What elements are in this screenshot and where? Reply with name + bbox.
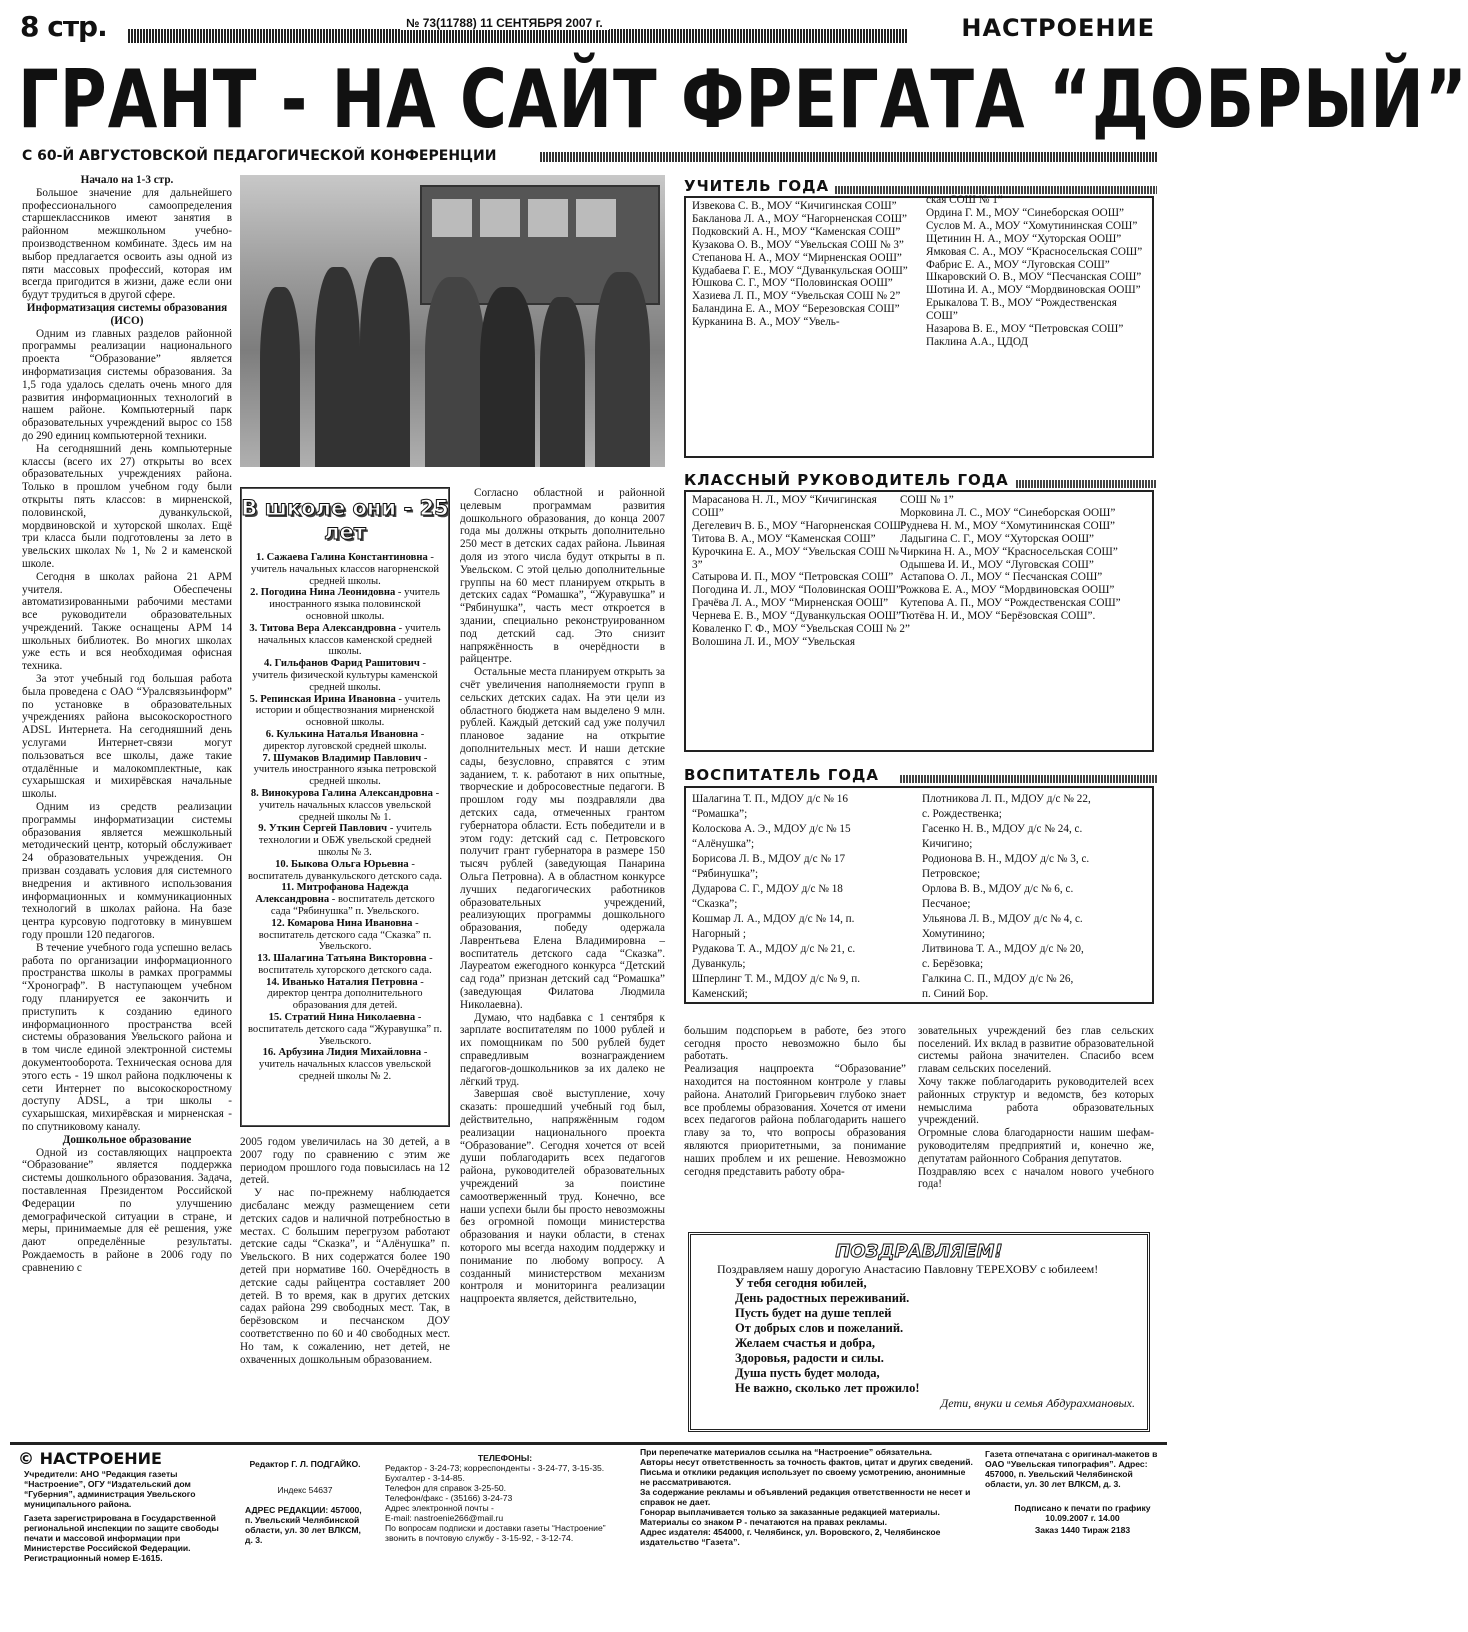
footer-print: Газета отпечатана с оригинал-макетов в ОАО “Увельская типография”. Адрес: 457000, п. Увельский Челябинской области, ул. 30 лет ВЛКСМ, д. 3. bbox=[985, 1449, 1158, 1489]
issue-info: № 73(11788) 11 СЕНТЯБРЯ 2007 г. bbox=[400, 16, 609, 30]
list-entry: “Рябинушка”; bbox=[692, 868, 759, 880]
list-entry: Орлова В. В., МДОУ д/с № 6, с. bbox=[922, 883, 1074, 895]
school-item bbox=[247, 1047, 443, 1082]
list-entry: Шперлинг Т. М., МДОУ д/с № 9, п. bbox=[692, 973, 861, 985]
list-entry: “Алёнушка”; bbox=[692, 838, 755, 850]
item-desc: - воспитатель хуторского детского сада. bbox=[258, 953, 433, 976]
poem-line: Здоровья, радости и силы. bbox=[735, 1351, 884, 1365]
school-item bbox=[247, 882, 443, 917]
list-entry: Юшкова С. Г., МОУ “Половинская ООШ” bbox=[692, 277, 893, 290]
footer-brand: © НАСТРОЕНИЕ bbox=[18, 1449, 162, 1468]
item-name: 11. Митрофанова Надежда Александровна bbox=[255, 882, 409, 906]
school-item bbox=[247, 729, 443, 753]
item-name: 3. Титова Вера Александровна bbox=[249, 622, 397, 634]
list-entry: Ульянова Л. В., МДОУ д/с № 4, с. bbox=[922, 913, 1083, 925]
school-item bbox=[247, 918, 443, 953]
list-entry: Хомутинино; bbox=[922, 928, 985, 940]
congrats-title: ПОЗДРАВЛЯЕМ! bbox=[835, 1241, 1003, 1262]
list-entry: Петровское; bbox=[922, 868, 981, 880]
list-entry: Шкаровский О. В., МОУ “Песчанская СОШ” bbox=[926, 271, 1142, 284]
section-heading: Информатизация системы образования (ИСО) bbox=[26, 301, 228, 327]
item-name: 6. Кулькина Наталья Ивановна bbox=[265, 728, 419, 740]
phone-line: Телефон/факс - (35166) 3-24-73 bbox=[385, 1493, 513, 1503]
list-entry: Волошина Л. И., МОУ “Увельская bbox=[692, 635, 856, 648]
item-name: 8. Винокурова Галина Александровна bbox=[250, 787, 433, 799]
list-entry: Ерыкалова Т. В., МОУ “Рождественская СОШ” bbox=[926, 297, 1117, 323]
list-entry: Нагорный ; bbox=[692, 928, 746, 940]
item-name: 9. Уткин Сергей Павлович bbox=[258, 823, 388, 835]
item-desc: - директор центра дополнительного образования для детей. bbox=[267, 976, 424, 1012]
list-entry: Дегелевич В. Б., МОУ “Нагорненская СОШ” bbox=[692, 519, 906, 532]
section-rule bbox=[900, 775, 1157, 783]
note-line: За содержание рекламы и объявлений редакция ответственности не несет и справок не дает. bbox=[640, 1487, 971, 1507]
list-entry: Грачёва Л. А., МОУ “Мирненская ООШ” bbox=[692, 597, 889, 610]
list-entry: Астапова О. Л., МОУ “ Песчанская СОШ” bbox=[900, 571, 1103, 584]
note-line: Авторы несут ответственность за точность фактов, цитат и других сведений. bbox=[640, 1457, 973, 1467]
section-heading: Дошкольное образование bbox=[62, 1133, 192, 1146]
article-column-3 bbox=[460, 487, 665, 1437]
item-desc: - воспитатель детского сада “Сказка” п. Увельского. bbox=[258, 917, 432, 953]
list-entry: Рожкова Е. А., МОУ “Мордвиновская ООШ” bbox=[900, 584, 1115, 597]
list-entry: п. Синий Бор. bbox=[922, 988, 989, 1000]
paragraph: Завершая своё выступление, хочу сказать: прошедший учебный год был, действительно, напряжённым годом реализации национального проекта “Образование”. Сегодня хочется от всей души поблагодарить всех педагогов района, руководителей образовательных учреждений за поистине самоотверженный труд. Конечно, все наши успехи были бы просто невозможны без огромной помощи министерства образования и науки области, в стенах которого мы всегда находим поддержку и понимание по любому вопросу. А созданный министерством механизм контроля и мониторинга реализации нацпроекта является, действительно, bbox=[460, 1088, 665, 1306]
paragraph: Большое значение для дальнейшего профессионального самоопределения старшеклассников имеют занятия в районном межшкольном учебно-производственном комбинате. Здесь им на выбор предлагается освоить азы одной из пяти массовых профессий, которая им всегда пригодится в жизни, даже если они будут трудиться в другой сфере. bbox=[22, 186, 232, 302]
list-entry: “Ромашка”; bbox=[692, 808, 748, 820]
list-entry: Кузакова О. В., МОУ “Увельская СОШ № 3” bbox=[692, 238, 904, 251]
article-column-4 bbox=[684, 1012, 906, 1227]
item-desc: - учитель начальных классов нагорненской средней школы. bbox=[250, 552, 440, 587]
list-entry: Песчаное; bbox=[922, 898, 971, 910]
footer-signed: Подписано к печати по графику 10.09.2007 г. 14.00 bbox=[1014, 1503, 1151, 1523]
item-name: 14. Иванько Наталия Петровна bbox=[266, 976, 418, 988]
school-item bbox=[247, 623, 443, 658]
box-title: В школе они - 25 лет bbox=[241, 496, 449, 544]
list-entry: Руднева Н. М., МОУ “Хомутининская СОШ” bbox=[900, 519, 1115, 532]
list-entry: Галкина С. П., МДОУ д/с № 26, bbox=[922, 973, 1074, 985]
article-column-5 bbox=[918, 1012, 1154, 1227]
paragraph: Остальные места планируем открыть за счёт увеличения наполняемости групп в сельских детских садах. На эти цели из областного бюджета нам выделено 9 млн. рублей. Каждый детский сад уже получил плановое задание на открытие дополнительных мест. И наши детские сады, безусловно, справятся с этим заданием, т. к. работают в них опытные, творческие и добросовестные педагоги. В прошлом году мы поздравляли два детских сада, отмеченных грантом губернатора области. Есть победители и в этом году: детский сад с. Петровского получит грант губернатора в размере 150 тысяч рублей (заведующая Панарина Ольга Петровна). А в областном конкурсе лучших педагогических работников образовательных учреждений, реализующих программы дошкольного образования, победу одержала Лаврентьева Елена Владимировна – воспитатель детского сада “Сказка”. Лауреатом ежегодного конкурса “Детский сад года” признан детский сад “Ромашка” (заведующая Филатова Людмила Николаевна). bbox=[460, 666, 665, 1011]
phone-line: E-mail: nastroenie266@mail.ru bbox=[385, 1513, 504, 1523]
congratulations-box bbox=[688, 1232, 1150, 1432]
item-name: 2. Погодина Нина Леонидовна bbox=[250, 587, 396, 599]
school-item bbox=[247, 753, 443, 788]
list-entry: Тютёва Н. И., МОУ “Берёзовская СОШ”. bbox=[900, 610, 1096, 623]
paragraph: У нас по-прежнему наблюдается дисбаланс между размещением сети детских садов и наличной потребностью в местах. С большим перегрузом работают детские сады “Сказка”, и “Алёнушка” п. Увельского. В них содержатся более 190 детей при нормативе 160. Очерёдность в детские сады райцентра составляет 200 детей. В то время, как в других детских садах района 299 свободных мест. Так, в берёзовском и песчанском ДОУ соответственно по 60 и 40 свободных мест. Но там, к сожалению, нет детей, не охваченных дошкольным образованием. bbox=[240, 1187, 450, 1366]
list-entry: Погодина И. Л., МОУ “Половинская ООШ” bbox=[692, 584, 901, 597]
item-name: 1. Сажаева Галина Константиновна bbox=[256, 552, 428, 563]
paragraph: Одним из главных разделов районной программы реализации национального проекта “Образование” является информатизация системы образования. За 1,5 года удалось сделать очень много для развития информационных технологий в нашем районе. Компьютерный парк образовательных учреждений вырос со 158 до 290 единиц компьютерной техники. bbox=[22, 327, 232, 442]
item-desc: - учитель начальных классов увельской средней школы № 2. bbox=[258, 1047, 432, 1083]
list-entry: с. Рождественка; bbox=[922, 808, 1002, 820]
section-rule bbox=[820, 186, 1157, 194]
list-entry: Ладыгина С. Г., МОУ “Хуторская ООШ” bbox=[900, 532, 1094, 545]
paragraph: За этот учебный год большая работа была проведена с ОАО “Уралсвязьинформ” по установке в образовательных учреждениях района высокоскоростного ADSL Интернета. На сегодняшний день услугами Интернет-связи могут пользоваться все школы, даже такие отдалённые и малокомплектные, как сухарышская и михирёвская начальные школы. bbox=[22, 673, 232, 801]
teacher-of-year-box bbox=[684, 196, 1154, 458]
list-entry: Ямковая С. А., МОУ “Красносельская СОШ” bbox=[926, 245, 1143, 258]
poem-line: Желаем счастья и добра, bbox=[735, 1336, 875, 1350]
phone-line: Редактор - 3-24-73; корреспонденты - 3-24-77, 3-15-35. bbox=[385, 1463, 605, 1473]
poem-line: День радостных переживаний. bbox=[735, 1291, 910, 1305]
paragraph: Сегодня в школах района 21 АРМ учителя. Обеспечены автоматизированными рабочими местами все руководители образовательных учреждений. Также оснащены АРМ 14 школьных библиотек. Во многих школах уже есть и вся необходимая офисная техника. bbox=[22, 570, 232, 673]
educator-of-year-box bbox=[684, 786, 1154, 1004]
list-entry: Ордина Г. М., МОУ “Синеборская ООШ” bbox=[926, 206, 1125, 219]
list-entry: Гасенко Н. В., МДОУ д/с № 24, с. bbox=[922, 823, 1083, 835]
footer bbox=[10, 1442, 1167, 1624]
list-entry: Титова В. А., МОУ “Каменская СОШ” bbox=[692, 532, 876, 545]
list-entry: Одышева И. И., МОУ “Луговская СОШ” bbox=[900, 558, 1094, 571]
paragraph: В течение учебного года успешно велась работа по организации информационного пространства школы в рамках программы “Хронограф”. В наступающем учебном году планируется ее закончить и приступить к созданию единого информационного пространства всей системы образования Увельского района и в том числе единой электронной системы документооборота. Техническая основа для этого есть - 19 школ района подключены к сети Интернет по высокоскоростному доступу ADSL, а три школы - сухарышская, михирёвская и мирненская - по спутниковому каналу. bbox=[22, 941, 232, 1133]
phone-line: Адрес электронной почты - bbox=[385, 1503, 494, 1513]
item-desc: - учитель иностранного языка половинской основной школы. bbox=[269, 587, 440, 622]
list-entry: СОШ № 1” bbox=[900, 494, 954, 506]
footer-order: Заказ 1440 Тираж 2183 bbox=[1034, 1525, 1131, 1535]
footer-index: Индекс 54637 bbox=[277, 1485, 333, 1495]
phone-line: По вопросам подписки и доставки газеты “Настроение” звонить в почтовую службу - 3-15-92, - 3-12-74. bbox=[385, 1523, 606, 1543]
school-item bbox=[247, 552, 443, 587]
item-name: 4. Гильфанов Фарид Рашитович bbox=[263, 658, 420, 670]
item-name: 13. Шалагина Татьяна Викторовна bbox=[257, 953, 427, 965]
item-name: 5. Репинская Ирина Ивановна bbox=[249, 693, 396, 705]
list-entry: ская СОШ № 1” bbox=[926, 194, 1003, 206]
item-desc: - учитель иностранного языка петровской средней школы. bbox=[253, 752, 437, 788]
paragraph: Одним из средств реализации программы информатизации системы образования является межшкольный методический центр, который обслуживает 24 образовательных учреждения. Он призван создавать условия для системного внедрения и активного использования информационных и коммуникационных технологий в школах района. На базе центра курсовую подготовку в минувшем году прошли 120 педагогов. bbox=[22, 801, 232, 942]
note-line: Материалы со знаком Р - печатаются на правах рекламы. bbox=[640, 1517, 887, 1527]
school-item bbox=[247, 694, 443, 729]
brand-logo: НАСТРОЕНИЕ bbox=[961, 14, 1155, 42]
school-item bbox=[247, 788, 443, 823]
list-entry: Кошмар Л. А., МДОУ д/с № 14, п. bbox=[692, 913, 855, 925]
article-column-1 bbox=[22, 174, 232, 1436]
poem-line: Не важно, сколько лет прожило! bbox=[735, 1381, 920, 1395]
item-desc: - воспитатель детского сада “Журавушка” п. Увельского. bbox=[248, 1012, 442, 1047]
item-desc: - учитель начальных классов каменской средней школы. bbox=[257, 622, 441, 658]
paragraph: На сегодняшний день компьютерные классы (всего их 27) открыты во всех образовательных учреждениях района. Только в прошлом учебном году были открыты пять классов: в мирненской, половинской, дуванкульской, мордвиновской и хуторской школах. Ещё три класса были подготовлены за лето в увельских школах № 1, № 2 и каменской школе. bbox=[22, 442, 232, 570]
poem-line: У тебя сегодня юбилей, bbox=[735, 1276, 867, 1290]
list-entry: Курочкина Е. А., МОУ “Увельская СОШ № 3” bbox=[692, 545, 899, 571]
poem-line: Пусть будет на душе теплей bbox=[735, 1306, 892, 1320]
educator-of-year-title: ВОСПИТАТЕЛЬ ГОДА bbox=[684, 766, 885, 784]
school-item bbox=[247, 658, 443, 693]
classroom-teacher-box bbox=[684, 490, 1154, 752]
school-item bbox=[247, 977, 443, 1012]
list-entry: Суслов М. А., МОУ “Хомутининская СОШ” bbox=[926, 219, 1138, 232]
list-entry: Бакланова Л. А., МОУ “Нагорненская СОШ” bbox=[692, 212, 907, 225]
list-entry: Марасанова Н. Л., МОУ “Кичигинская СОШ” bbox=[692, 494, 877, 519]
item-desc: - учитель технологии и ОБЖ увельской средней школы № 3. bbox=[258, 823, 432, 858]
item-desc: - воспитатель дуванкульского детского сада. bbox=[247, 858, 443, 882]
paragraph: 2005 годом увеличилась на 30 детей, а в 2007 году по сравнению с этим же периодом прошлого года повысилась на 12 детей. bbox=[240, 1136, 450, 1187]
note-line: Гонорар выплачивается только за заказанные редакцией материалы. bbox=[640, 1507, 940, 1517]
list-entry: Курканина В. А., МОУ “Увель- bbox=[692, 316, 840, 329]
list-entry: “Сказка”; bbox=[692, 898, 738, 910]
list-entry: Колоскова А. Э., МДОУ д/с № 15 bbox=[692, 823, 851, 835]
poem-line: Душа пусть будет молода, bbox=[735, 1366, 880, 1380]
conference-photo bbox=[240, 175, 665, 467]
list-entry: Кичигино; bbox=[922, 838, 973, 850]
school-item bbox=[247, 859, 443, 883]
paragraph: Думаю, что надбавка с 1 сентября к зарплате воспитателям по 1000 рублей и их помощникам по 500 рублей будет справедливым вознаграждением педагогов-дошкольников за их далеко не лёгкий труд. bbox=[460, 1011, 665, 1088]
list-entry: Шалагина Т. П., МДОУ д/с № 16 bbox=[692, 793, 848, 805]
phone-line: Бухгалтер - 3-14-85. bbox=[385, 1473, 465, 1483]
paragraph: Согласно областной и районной целевым программам развития дошкольного образования, до конца 2007 года мы должны открыть дополнительно 250 мест в детских садах района. Львиная доля из этого числа будут открыты в п. Увельском. С этой целью дополнительные группы на 60 мест планируем открыть в детских садах “Ромашка”, “Журавушка” и “Рябинушка”, часть мест откроется в здании, специально реконструированном под детский сад. Это снизит напряжённость в очерёдности в райцентре. bbox=[460, 487, 665, 666]
paragraph: большим подспорьем в работе, без этого сегодня просто невозможно было бы работать. Реализация нацпроекта “Образование” находится на постоянном контроле у главы района. Анатолий Григорьевич глубоко знает все проблемы образования. Хочется от имени всех педагогов района поблагодарить нашего главу за то, что вопросы образования являются приоритетными, за понимание наших проблем и их решение. Невозможно сегодня представить работу обра- bbox=[684, 1024, 906, 1178]
list-entry: Чернева Е. В., МОУ “Дуванкульская ООШ” bbox=[692, 610, 901, 623]
article-column-2b bbox=[240, 1136, 450, 1436]
page-number: 8 стр. bbox=[20, 10, 107, 43]
list-entry: Хазиева Л. П., МОУ “Увельская СОШ № 2” bbox=[692, 290, 901, 303]
list-entry: Борисова Л. В., МДОУ д/с № 17 bbox=[692, 853, 846, 865]
item-name: 12. Комарова Нина Ивановна bbox=[271, 917, 413, 929]
list-entry: Кутепова А. П., МОУ “Рождественская СОШ” bbox=[900, 597, 1121, 610]
note-line: Адрес издателя: 454000, г. Челябинск, ул. Воровского, 2, Челябинское издательство “Газета”. bbox=[640, 1527, 941, 1547]
footer-editor: Редактор Г. Л. ПОДГАЙКО. bbox=[249, 1459, 361, 1469]
poem-line: От добрых слов и пожеланий. bbox=[735, 1321, 904, 1335]
list-entry: Родионова В. Н., МДОУ д/с № 3, с. bbox=[922, 853, 1090, 865]
list-entry: Фабрис Е. А., МОУ “Луговская СОШ” bbox=[926, 258, 1110, 271]
school-item bbox=[247, 823, 443, 858]
list-entry: Степанова Н. А., МОУ “Мирненская ООШ” bbox=[692, 251, 902, 264]
school-25-years-box bbox=[240, 487, 450, 1127]
item-desc: - воспитатель детского сада “Рябинушка” п. Увельского. bbox=[270, 894, 435, 917]
list-entry: Извекова С. В., МОУ “Кичигинская СОШ” bbox=[692, 200, 897, 212]
section-rule bbox=[1010, 480, 1157, 488]
list-entry: с. Берёзовка; bbox=[922, 958, 984, 970]
paragraph: Одной из составляющих нацпроекта “Образование” является поддержка системы дошкольного образования. Задача, поставленная Президентом Российской Федерации по улучшению демографической ситуации в стране, и меры, принимаемые для её решения, уже дают определённые результаты. Рождаемость в районе в 2006 году по сравнению с bbox=[22, 1146, 232, 1274]
paragraph: зовательных учреждений без глав сельских поселений. Их вклад в развитие образовательной системы района значителен. Спасибо всем главам сельских поселений. Хочу также поблагодарить руководителей всех районных структур и ведомств, без которых немыслима работа образовательных учреждений. Огромные слова благодарности нашим шефам-руководителям предприятий и, конечно же, депутатам районного Собрания депутатов. Поздравляю всех с началом нового учебного года! bbox=[918, 1024, 1154, 1191]
note-line: Письма и отклики редакция использует по своему усмотрению, анонимные не рассматриваются. bbox=[640, 1467, 966, 1487]
teacher-of-year-title: УЧИТЕЛЬ ГОДА bbox=[684, 177, 835, 195]
list-entry: Каменский; bbox=[692, 988, 748, 1000]
school-item bbox=[247, 587, 443, 622]
footer-registration: Газета зарегистрирована в Государственной региональной инспекции по защите свободы печати и массовой информации при Министерстве Российской Федерации. Регистрационный номер Е-1615. bbox=[24, 1513, 219, 1563]
list-entry: Паклина А.А., ЦДОД bbox=[926, 335, 1029, 348]
subhead: С 60-Й АВГУСТОВСКОЙ ПЕДАГОГИЧЕСКОЙ КОНФЕРЕНЦИИ bbox=[22, 148, 502, 164]
note-line: При перепечатке материалов ссылка на “Настроение” обязательна. bbox=[640, 1447, 933, 1457]
congrats-intro: Поздравляем нашу дорогую Анастасию Павловну ТЕРЕХОВУ с юбилеем! bbox=[717, 1262, 1099, 1276]
list-entry: Щетинин Н. А., МОУ “Хуторская ООШ” bbox=[926, 232, 1122, 245]
list-entry: Дуванкуль; bbox=[692, 958, 746, 970]
list-entry: Морковина Л. С., МОУ “Синеборская ООШ” bbox=[900, 506, 1116, 519]
list-entry: Литвинова Т. А., МДОУ д/с № 20, bbox=[922, 943, 1084, 955]
list-entry: Коваленко Г. Ф., МОУ “Увельская СОШ № 2” bbox=[692, 623, 910, 636]
list-entry: Баландина Е. А., МОУ “Березовская СОШ” bbox=[692, 303, 900, 316]
list-entry: Чиркина Н. А., МОУ “Красносельская СОШ” bbox=[900, 545, 1118, 558]
school-item bbox=[247, 953, 443, 977]
continued-note: Начало на 1-3 стр. bbox=[80, 174, 174, 186]
congrats-signature: Дети, внуки и семья Абдурахмановых. bbox=[940, 1396, 1135, 1410]
footer-phones-title: ТЕЛЕФОНЫ: bbox=[477, 1453, 533, 1463]
list-entry: Кудабаева Г. Е., МОУ “Дуванкульская ООШ” bbox=[692, 264, 908, 277]
list-entry: Сатырова И. П., МОУ “Петровская СОШ” bbox=[692, 571, 894, 584]
footer-address: АДРЕС РЕДАКЦИИ: 457000, п. Увельский Челябинской области, ул. 30 лет ВЛКСМ, д. 3. bbox=[245, 1505, 362, 1545]
classroom-teacher-title: КЛАССНЫЙ РУКОВОДИТЕЛЬ ГОДА bbox=[684, 471, 1015, 489]
item-name: 10. Быкова Ольга Юрьевна bbox=[275, 858, 409, 870]
item-name: 16. Арбузина Лидия Михайловна bbox=[262, 1047, 422, 1059]
list-entry: Назарова В. Е., МОУ “Петровская СОШ” bbox=[926, 323, 1124, 336]
item-name: 15. Стратий Нина Николаевна bbox=[268, 1012, 416, 1024]
subhead-rule bbox=[540, 152, 1157, 162]
school-item bbox=[247, 1012, 443, 1047]
footer-founders: Учредители: АНО “Редакция газеты “Настроение”, ОГУ “Издательский дом “Губерния”, администрация Увельского муниципального района. bbox=[24, 1469, 196, 1509]
item-desc: - учитель истории и обществознания мирненской основной школы. bbox=[255, 693, 441, 729]
item-name: 7. Шумаков Владимир Павлович bbox=[262, 752, 422, 764]
phone-line: Телефон для справок 3-25-50. bbox=[385, 1483, 507, 1493]
list-entry: Подковский А. Н., МОУ “Каменская СОШ” bbox=[692, 225, 901, 238]
item-desc: - учитель физической культуры каменской средней школы. bbox=[252, 658, 438, 693]
list-entry: Дударова С. Г., МДОУ д/с № 18 bbox=[692, 883, 843, 895]
list-entry: Рудакова Т. А., МДОУ д/с № 21, с. bbox=[692, 943, 856, 955]
list-entry: Шотина И. А., МОУ “Мордвиновская ООШ” bbox=[926, 284, 1141, 297]
header-rule bbox=[128, 29, 908, 43]
item-desc: - директор луговской средней школы. bbox=[263, 728, 427, 752]
list-entry: Плотникова Л. П., МДОУ д/с № 22, bbox=[922, 793, 1091, 805]
headline: ГРАНТ - НА САЙТ ФРЕГАТА “ДОБРЫЙ” bbox=[18, 54, 1468, 147]
item-desc: - учитель начальных классов увельской средней школы № 1. bbox=[258, 787, 440, 823]
